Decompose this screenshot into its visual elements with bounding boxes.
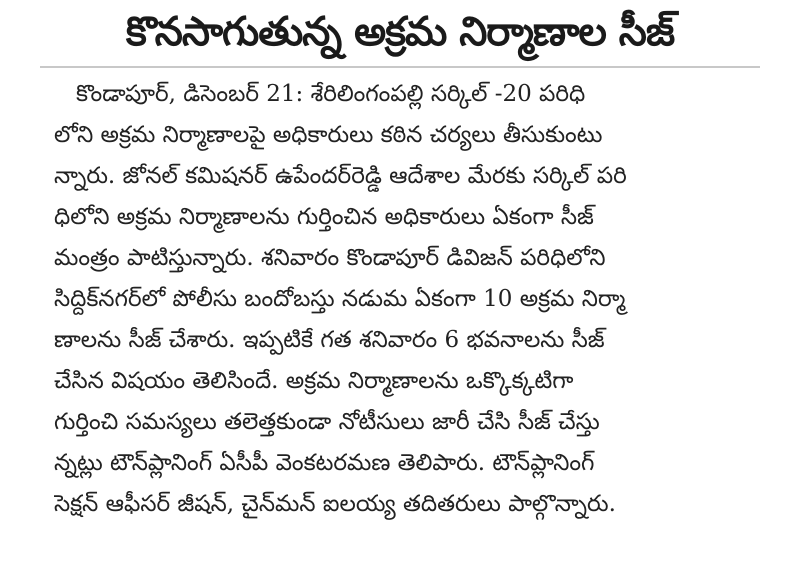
body-line: కొండాపూర్, డిసెంబర్ 21: శేరిలింగంపల్లి సర్కిల్ -20 పరిధి	[76, 81, 586, 107]
headline: కొనసాగుతున్న అక్రమ నిర్మాణాల సీజ్	[125, 9, 675, 55]
body-line: గుర్తించి సమస్యలు తలెత్తకుండా నోటీసులు జారీ చేసి సీజ్ చేస్తు	[54, 409, 600, 435]
body-line: ణాలను సీజ్ చేశారు. ఇప్పటికే గత శనివారం 6 భవనాలను సీజ్	[54, 327, 605, 353]
body-line: న్నారు. జోనల్ కమిషనర్ ఉపేందర్‌రెడ్డి ఆదేశాల మేరకు సర్కిల్ పరి	[54, 163, 627, 189]
body-line: న్నట్లు టౌన్‌ప్లానింగ్ ఏసీపీ వెంకటరమణ తెలిపారు. టౌన్‌ప్లానింగ్	[54, 450, 595, 476]
body-line: మంత్రం పాటిస్తున్నారు. శనివారం కొండాపూర్ డివిజన్ పరిధిలోని	[54, 245, 606, 271]
body-line: లోని అక్రమ నిర్మాణాలపై అధికారులు కఠిన చర్యలు తీసుకుంటు	[54, 122, 603, 148]
body-line: ధిలోని అక్రమ నిర్మాణాలను గుర్తించిన అధికారులు ఏకంగా సీజ్	[54, 204, 594, 230]
body-line: సెక్షన్ ఆఫీసర్ జీషన్, చైన్‌మన్ ఐలయ్య తదితరులు పాల్గొన్నారు.	[54, 491, 616, 517]
body-line: చేసిన విషయం తెలిసిందే. అక్రమ నిర్మాణాలను ఒక్కొక్కటిగా	[54, 368, 574, 394]
headline-divider	[40, 66, 760, 68]
body-line: సిద్దిక్‌నగర్‌లో పోలీసు బందోబస్తు నడుమ ఏకంగా 10 అక్రమ నిర్మా	[54, 286, 626, 312]
